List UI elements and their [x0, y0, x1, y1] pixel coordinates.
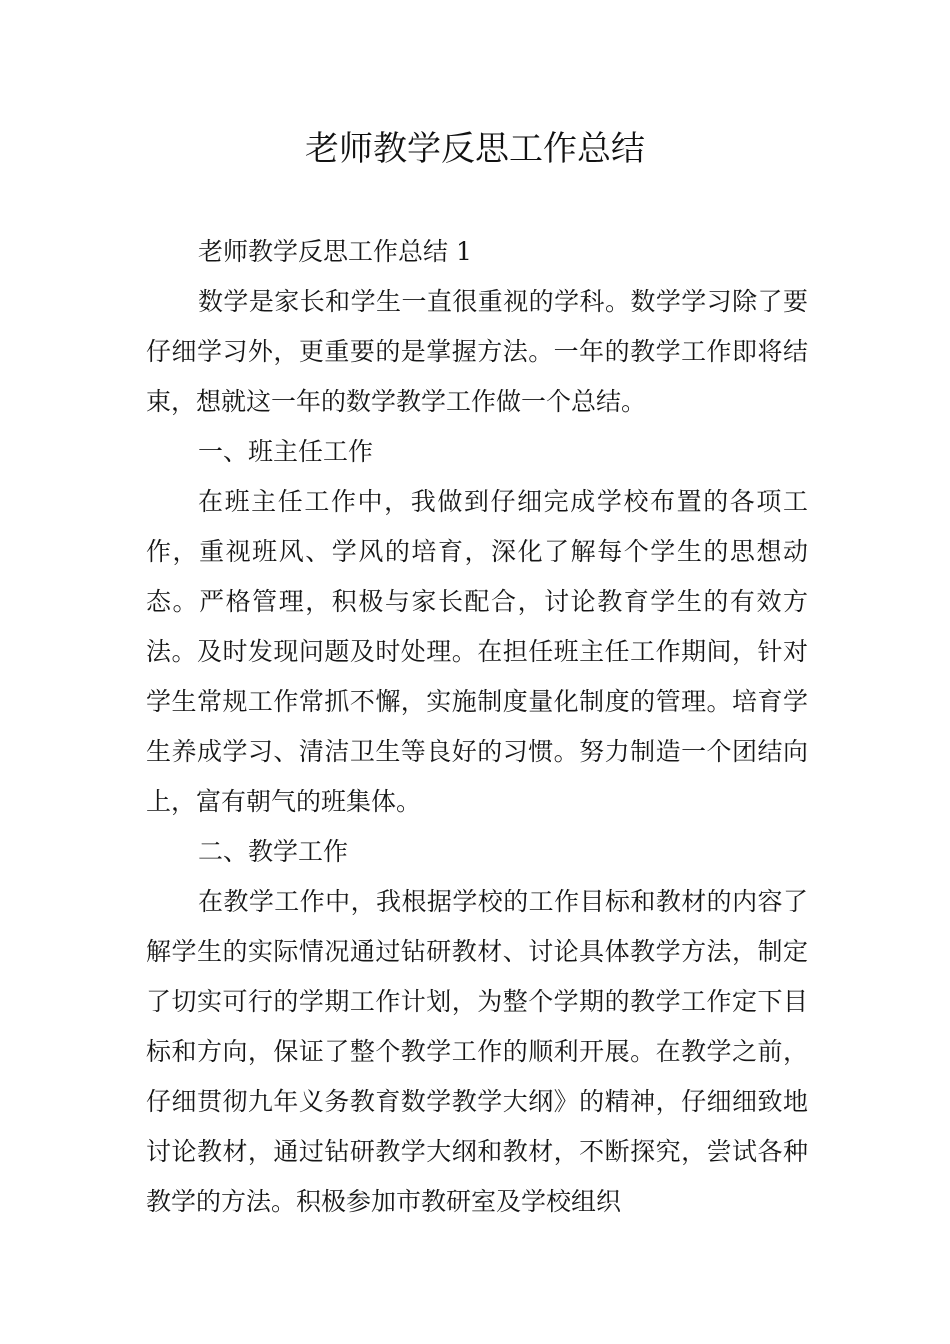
class-teacher-paragraph: 在班主任工作中，我做到仔细完成学校布置的各项工作，重视班风、学风的培育，深化了解每个学生的思想动态。严格管理，积极与家长配合，讨论教育学生的有效方法。及时发现问题及时处理。在担任班主任工作期间，针对学生常规工作常抓不懈，实施制度量化制度的管理。培育学生养成学习、清洁卫生等良好的习惯。努力制造一个团结向上，富有朝气的班集体。 [146, 487, 808, 816]
subheading-teaching: 二、教学工作 [198, 837, 349, 866]
document-body [146, 227, 808, 1227]
intro-paragraph: 数学是家长和学生一直很重视的学科。数学学习除了要仔细学习外，更重要的是掌握方法。一年的教学工作即将结束，想就这一年的数学教学工作做一个总结。 [146, 287, 808, 416]
subheading-class-teacher: 一、班主任工作 [198, 437, 374, 466]
section-heading-1: 老师教学反思工作总结 1 [198, 237, 472, 266]
teaching-paragraph: 在教学工作中，我根据学校的工作目标和教材的内容了解学生的实际情况通过钻研教材、讨论具体教学方法，制定了切实可行的学期工作计划，为整个学期的教学工作定下目标和方向，保证了整个教学工作的顺利开展。在教学之前，仔细贯彻九年义务教育数学教学大纲》的精神，仔细细致地讨论教材，通过钻研教学大纲和教材，不断探究，尝试各种教学的方法。积极参加市教研室及学校组织 [146, 887, 808, 1216]
document-title: 老师教学反思工作总结 [305, 129, 645, 169]
